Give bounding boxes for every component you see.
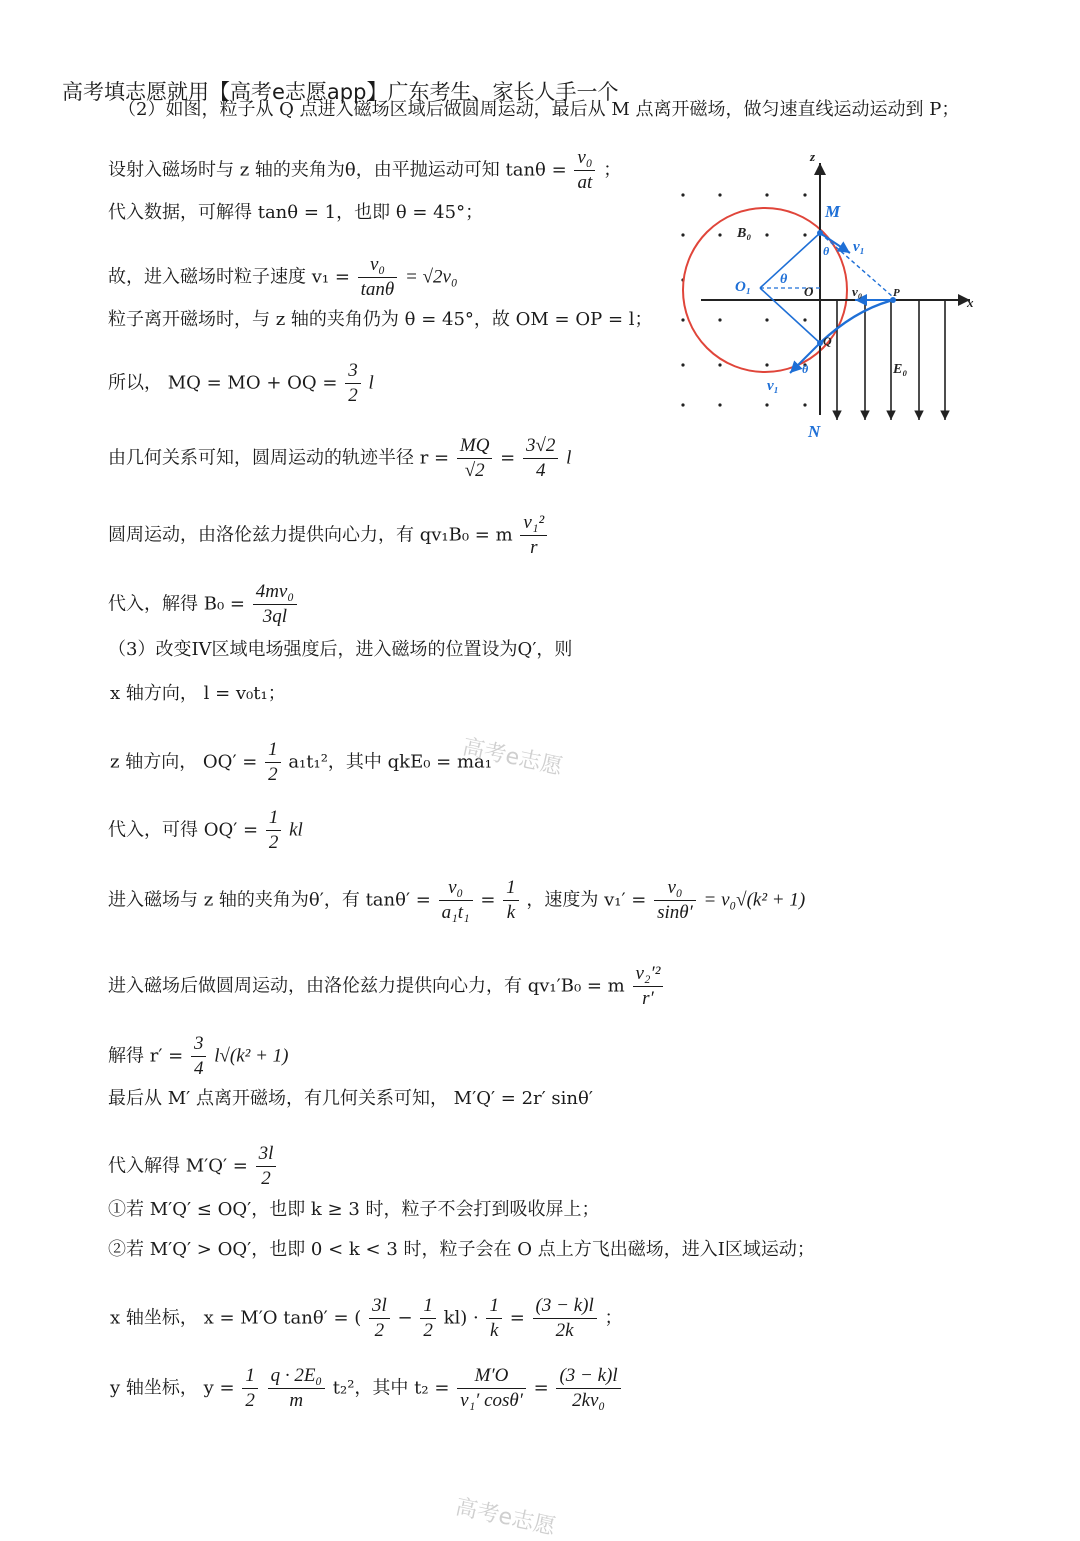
label-m: M <box>825 202 841 221</box>
part2-intro: （2）如图，粒子从 Q 点进入磁场区域后做圆周运动，最后从 M 点离开磁场，做匀速直线运动运动到 P； <box>118 99 960 120</box>
xcoord-minus: − <box>397 1307 413 1329</box>
ycoord-f3-num: M′O <box>457 1364 526 1389</box>
xcoord-eq: = <box>509 1307 525 1329</box>
label-z: z <box>810 149 816 164</box>
xcoord-f2-num: 1 <box>420 1294 436 1319</box>
xcoord-f4-den: 2k <box>555 1320 574 1341</box>
r2-frac-num: 3 <box>191 1032 207 1057</box>
ycoord-f2-den: m <box>289 1390 304 1411</box>
ycoord-f1-num: 1 <box>242 1364 258 1389</box>
lorentz2-text: 进入磁场后做圆周运动，由洛伦兹力提供向心力，有 qv₁′B₀ = m <box>108 975 625 997</box>
angle2-eq: = <box>480 889 496 911</box>
speed-fraction <box>358 253 398 302</box>
speed-end: = √2v₀ <box>405 266 458 288</box>
mq2-frac-den: 2 <box>261 1168 271 1189</box>
mq-text: 所以， MQ = MO + OQ = <box>108 372 338 394</box>
angle2-end: = v₀√(k² + 1) <box>703 889 806 911</box>
z-dir-frac-num: 1 <box>265 738 281 763</box>
radius-frac1-den: √2 <box>464 460 485 481</box>
point-m <box>817 230 823 236</box>
b0-line <box>108 580 299 629</box>
radius-frac2-den: 4 <box>535 460 546 481</box>
oq-text: 代入，可得 OQ′ = <box>108 819 259 841</box>
r2-text: 解得 r′ = <box>108 1045 184 1067</box>
radius-frac1-num: MQ <box>457 434 493 459</box>
oq-fraction <box>266 806 282 855</box>
b0-frac-den: 3ql <box>262 606 287 627</box>
ycoord-fraction-4 <box>556 1364 620 1413</box>
angle2-frac1-den: a₁t₁ <box>441 902 470 923</box>
angle-frac-num: v₀ <box>574 146 595 171</box>
lorentz-frac-num: v₁² <box>520 511 547 536</box>
b0-text: 代入，解得 B₀ = <box>108 593 245 615</box>
radius-text: 由几何关系可知，圆周运动的轨迹半径 r = <box>108 447 450 469</box>
label-v1-exit: v₁ <box>853 239 865 255</box>
angle-frac-den: at <box>577 172 593 193</box>
angle2-frac1-num: v₀ <box>439 876 473 901</box>
b0-fraction <box>253 580 297 629</box>
lorentz-text: 圆周运动，由洛伦兹力提供向心力，有 qv₁B₀ = m <box>108 524 513 546</box>
lorentz-fraction <box>520 511 547 560</box>
mq-fraction <box>345 359 361 408</box>
ycoord-fraction-1 <box>242 1364 258 1413</box>
mq-end: l <box>368 372 374 394</box>
z-dir-fraction <box>265 738 281 787</box>
xcoord-f3-num: 1 <box>486 1294 502 1319</box>
ycoord-f3-den: v₁′ cosθ′ <box>460 1390 523 1411</box>
r2-line <box>108 1032 289 1081</box>
label-v0: v₀ <box>852 284 863 299</box>
oq-end: kl <box>289 819 303 841</box>
lorentz2-line <box>108 962 665 1011</box>
label-theta-center: θ <box>780 272 788 287</box>
radius-o1-m <box>760 233 820 288</box>
angle2-frac2-num: 1 <box>503 876 519 901</box>
sub-line: 代入数据，可解得 tanθ = 1，也即 θ = 45°； <box>108 202 484 223</box>
label-v1-entry: v₁ <box>767 378 779 394</box>
angle2-line <box>108 876 805 925</box>
label-e0: E₀ <box>893 362 908 377</box>
angle2-mid: ，速度为 v₁′ = <box>526 889 647 911</box>
label-q: Q <box>823 334 832 348</box>
angle-end: ； <box>603 159 622 181</box>
speed-text: 故，进入磁场时粒子速度 v₁ = <box>108 266 350 288</box>
angle2-fraction-3 <box>654 876 696 925</box>
lorentz2-frac-num: v₂′² <box>633 962 664 987</box>
lorentz2-frac-den: r′ <box>642 988 654 1009</box>
xcoord-f3-den: k <box>490 1320 499 1341</box>
ycoord-eq: = <box>533 1377 549 1399</box>
mq2-text: 代入解得 M′Q′ = <box>108 1155 248 1177</box>
radius-end: l <box>566 447 572 469</box>
xcoord-fraction-1 <box>369 1294 390 1343</box>
angle-fraction <box>574 146 595 195</box>
angle-text: 设射入磁场时与 z 轴的夹角为θ，由平抛运动可知 tanθ = <box>108 159 567 181</box>
x-direction-line: x 轴方向， l = v₀t₁； <box>110 683 286 704</box>
case1-line: ①若 M′Q′ ≤ OQ′，也即 k ≥ 3 时，粒子不会打到吸收屏上； <box>108 1199 600 1220</box>
mq2-frac-num: 3l <box>256 1142 277 1167</box>
ycoord-text: y 轴坐标， y = <box>110 1377 235 1399</box>
speed-frac-den: tanθ <box>360 279 395 300</box>
label-x: x <box>967 295 974 310</box>
leave-line: 粒子离开磁场时，与 z 轴的夹角仍为 θ = 45°，故 OM = OP = l； <box>108 309 653 330</box>
part3-intro: （3）改变IV区域电场强度后，进入磁场的位置设为Q′，则 <box>108 639 573 660</box>
angle2-text: 进入磁场与 z 轴的夹角为θ′，有 tanθ′ = <box>108 889 431 911</box>
radius-fraction-1 <box>457 434 493 483</box>
label-b0: B₀ <box>737 226 752 241</box>
xcoord-fraction-4 <box>533 1294 597 1343</box>
mq2-fraction <box>256 1142 277 1191</box>
oq-line <box>108 806 303 855</box>
mq2-line <box>108 1142 278 1191</box>
page-header: 高考填志愿就用【高考e志愿app】广东考生、家长人手一个 <box>62 80 619 104</box>
z-dir-text: z 轴方向， OQ′ = <box>110 751 258 773</box>
xcoord-f2-den: 2 <box>423 1320 433 1341</box>
lorentz-frac-den: r <box>530 537 538 558</box>
case2-line: ②若 M′Q′ > OQ′，也即 0 < k < 3 时，粒子会在 O 点上方飞出磁场，进入I区域运动； <box>108 1239 815 1260</box>
angle2-frac3-den: sinθ′ <box>657 902 693 923</box>
angle2-fraction-2 <box>503 876 519 925</box>
r2-fraction <box>191 1032 207 1081</box>
radius-eq: = <box>500 447 516 469</box>
angle2-fraction-1 <box>439 876 473 925</box>
lorentz-line <box>108 511 549 560</box>
speed-frac-num: v₀ <box>358 253 398 278</box>
mq-frac-num: 3 <box>345 359 361 384</box>
xcoord-mid: kl) · <box>443 1307 479 1329</box>
xcoord-text: x 轴坐标， x = M′O tanθ′ = ( <box>110 1307 362 1329</box>
b0-frac-num: 4mv₀ <box>253 580 297 605</box>
r2-frac-den: 4 <box>193 1058 204 1079</box>
magnetic-field-diagram <box>665 145 985 445</box>
ycoord-f2-num: q · 2E₀ <box>268 1364 325 1389</box>
z-dir-frac-den: 2 <box>268 764 278 785</box>
label-theta-m: θ <box>823 244 830 258</box>
label-o1: O₁ <box>735 279 752 295</box>
z-direction-line <box>110 738 492 787</box>
angle2-frac2-den: k <box>506 902 516 923</box>
xcoord-fraction-3 <box>486 1294 502 1343</box>
watermark-middle: 高考e志愿 <box>460 734 565 781</box>
radius-line <box>108 434 571 483</box>
speed-line <box>108 253 458 302</box>
r2-end: l√(k² + 1) <box>214 1045 289 1067</box>
ycoord-f4-num: (3 − k)l <box>556 1364 620 1389</box>
label-p: P <box>893 287 900 299</box>
xcoord-end: ； <box>604 1307 623 1329</box>
xcoord-f1-den: 2 <box>374 1320 385 1341</box>
ycoord-f4-den: 2kv₀ <box>572 1390 606 1411</box>
watermark-bottom: 高考e志愿 <box>453 1494 558 1541</box>
lorentz2-fraction <box>633 962 664 1011</box>
mq-frac-den: 2 <box>348 385 358 406</box>
xcoord-f1-num: 3l <box>369 1294 390 1319</box>
radius-fraction-2 <box>523 434 558 483</box>
label-theta-q: θ <box>802 362 809 376</box>
angle2-frac3-num: v₀ <box>654 876 696 901</box>
z-dir-end: a₁t₁²，其中 qkE₀ = ma₁ <box>288 751 492 773</box>
oq-frac-num: 1 <box>266 806 282 831</box>
exit-line: 最后从 M′ 点离开磁场，有几何关系可知， M′Q′ = 2r′ sinθ′ <box>108 1088 593 1109</box>
ycoord-fraction-2 <box>268 1364 325 1413</box>
ycoord-fraction-3 <box>457 1364 526 1413</box>
ycoord-f1-den: 2 <box>245 1390 255 1411</box>
xcoord-f4-num: (3 − k)l <box>533 1294 597 1319</box>
ycoord-mid: t₂²，其中 t₂ = <box>332 1377 450 1399</box>
mq-line <box>108 359 374 408</box>
label-o: O <box>804 284 814 299</box>
xcoord-line <box>110 1294 622 1343</box>
oq-frac-den: 2 <box>268 832 279 853</box>
angle-line <box>108 146 621 195</box>
radius-frac2-num: 3√2 <box>523 434 558 459</box>
ycoord-line <box>110 1364 623 1413</box>
xcoord-fraction-2 <box>420 1294 436 1343</box>
label-n: N <box>808 422 821 441</box>
